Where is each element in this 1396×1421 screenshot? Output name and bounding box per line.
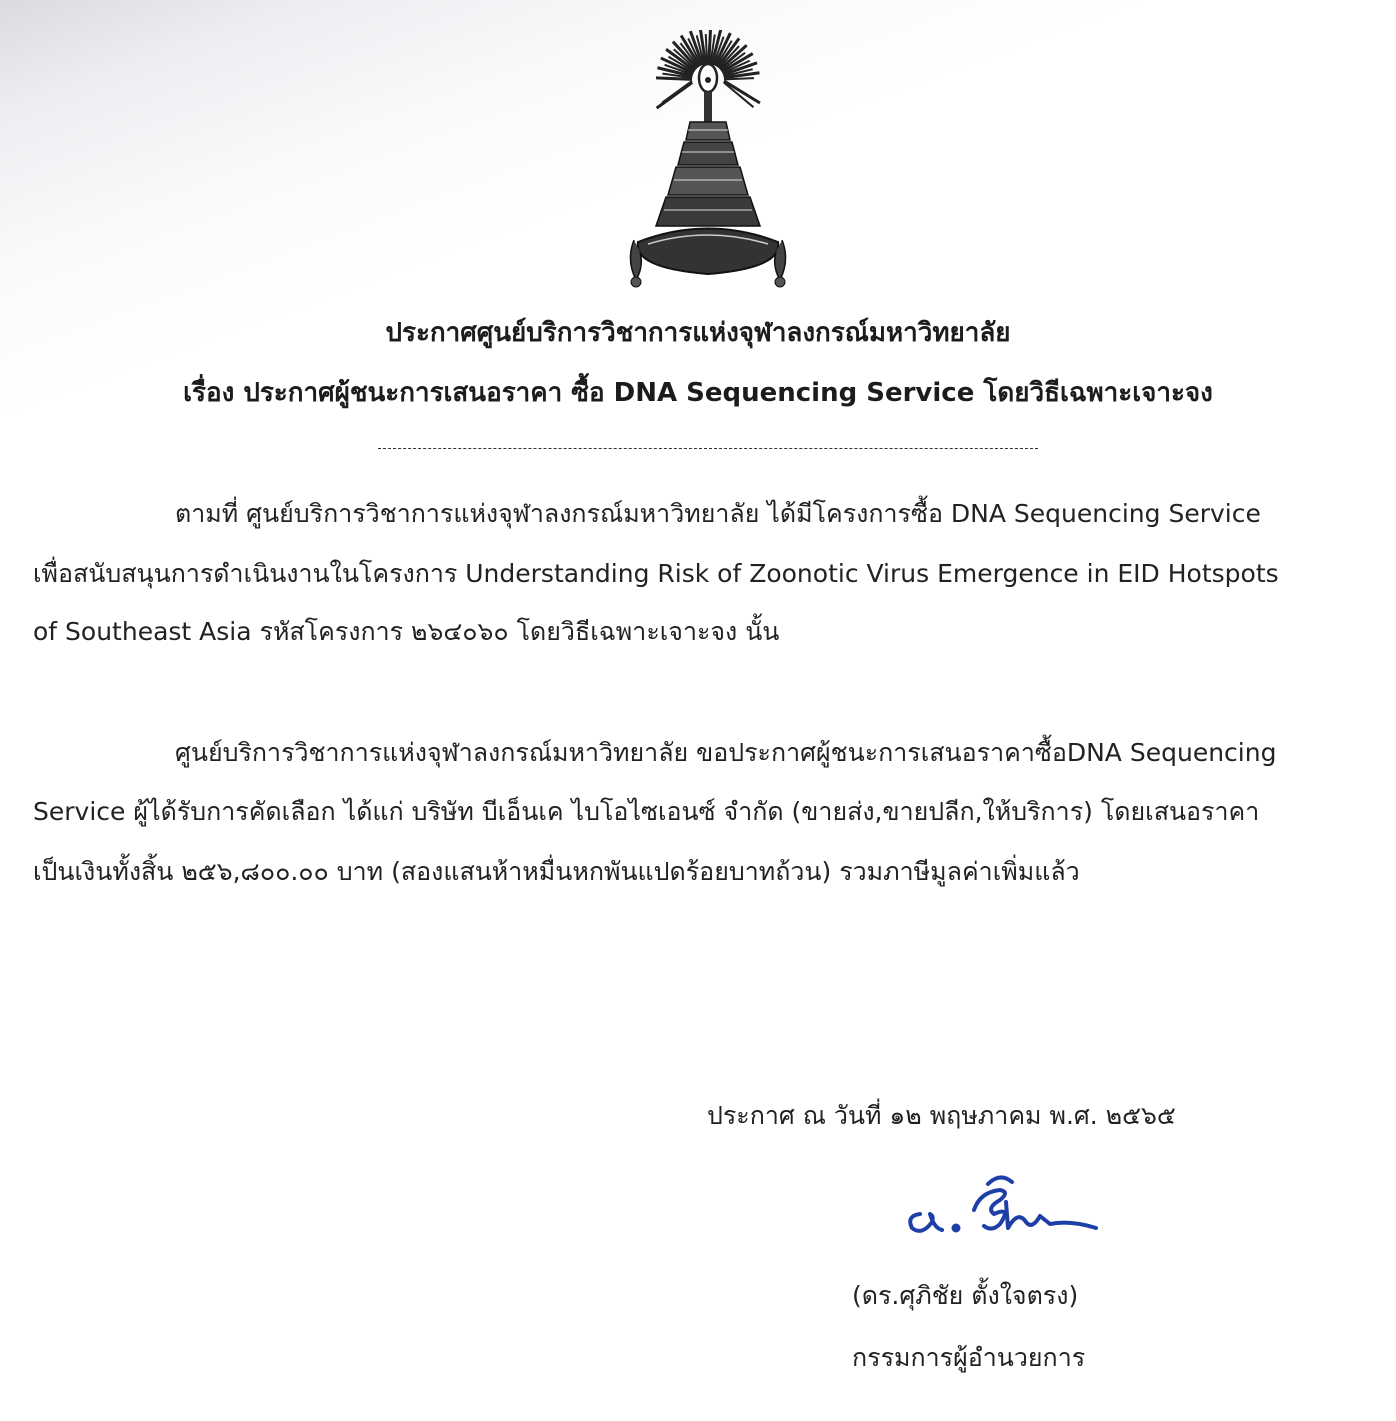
paragraph1-line1: ตามที่ ศูนย์บริการวิชาการแห่งจุฬาลงกรณ์มหาวิทยาลัย ได้มีโครงการซื้อ DNA Sequencing Service: [175, 499, 1261, 528]
paragraph2-line1: ศูนย์บริการวิชาการแห่งจุฬาลงกรณ์มหาวิทยาลัย ขอประกาศผู้ชนะการเสนอราคาซื้อDNA Sequencing: [175, 738, 1277, 767]
paragraph1-line3: of Southeast Asia รหัสโครงการ ๒๖๔๐๖๐ โดยวิธีเฉพาะเจาะจง นั้น: [33, 617, 780, 646]
signer-name: (ดร.ศุภิชัย ตั้งใจตรง): [852, 1281, 1079, 1310]
announcement-date: ประกาศ ณ วันที่ ๑๒ พฤษภาคม พ.ศ. ๒๕๖๕: [707, 1101, 1176, 1130]
signature-icon: [900, 1170, 1110, 1250]
announcement-subject: เรื่อง ประกาศผู้ชนะการเสนอราคา ซื้อ DNA Sequencing Service โดยวิธีเฉพาะเจาะจง: [183, 378, 1213, 408]
announcement-title: ประกาศศูนย์บริการวิชาการแห่งจุฬาลงกรณ์มหาวิทยาลัย: [385, 318, 1011, 348]
paragraph2-line3: เป็นเงินทั้งสิ้น ๒๕๖,๘๐๐.๐๐ บาท (สองแสนห้าหมื่นหกพันแปดร้อยบาทถ้วน) รวมภาษีมูลค่าเพิ่มแล้ว: [33, 857, 1080, 886]
paragraph1-line2: เพื่อสนับสนุนการดำเนินงานในโครงการ Understanding Risk of Zoonotic Virus Emergence in EID Hotspots: [33, 559, 1279, 588]
signer-title: กรรมการผู้อำนวยการ: [852, 1343, 1086, 1372]
title-separator: [378, 448, 1038, 449]
university-emblem-icon: [618, 30, 798, 292]
paragraph2-line2: Service ผู้ได้รับการคัดเลือก ได้แก่ บริษัท บีเอ็นเค ไบโอไซเอนซ์ จำกัด (ขายส่ง,ขายปลีก,ให้บริการ) โดยเสนอราคา: [33, 797, 1260, 826]
